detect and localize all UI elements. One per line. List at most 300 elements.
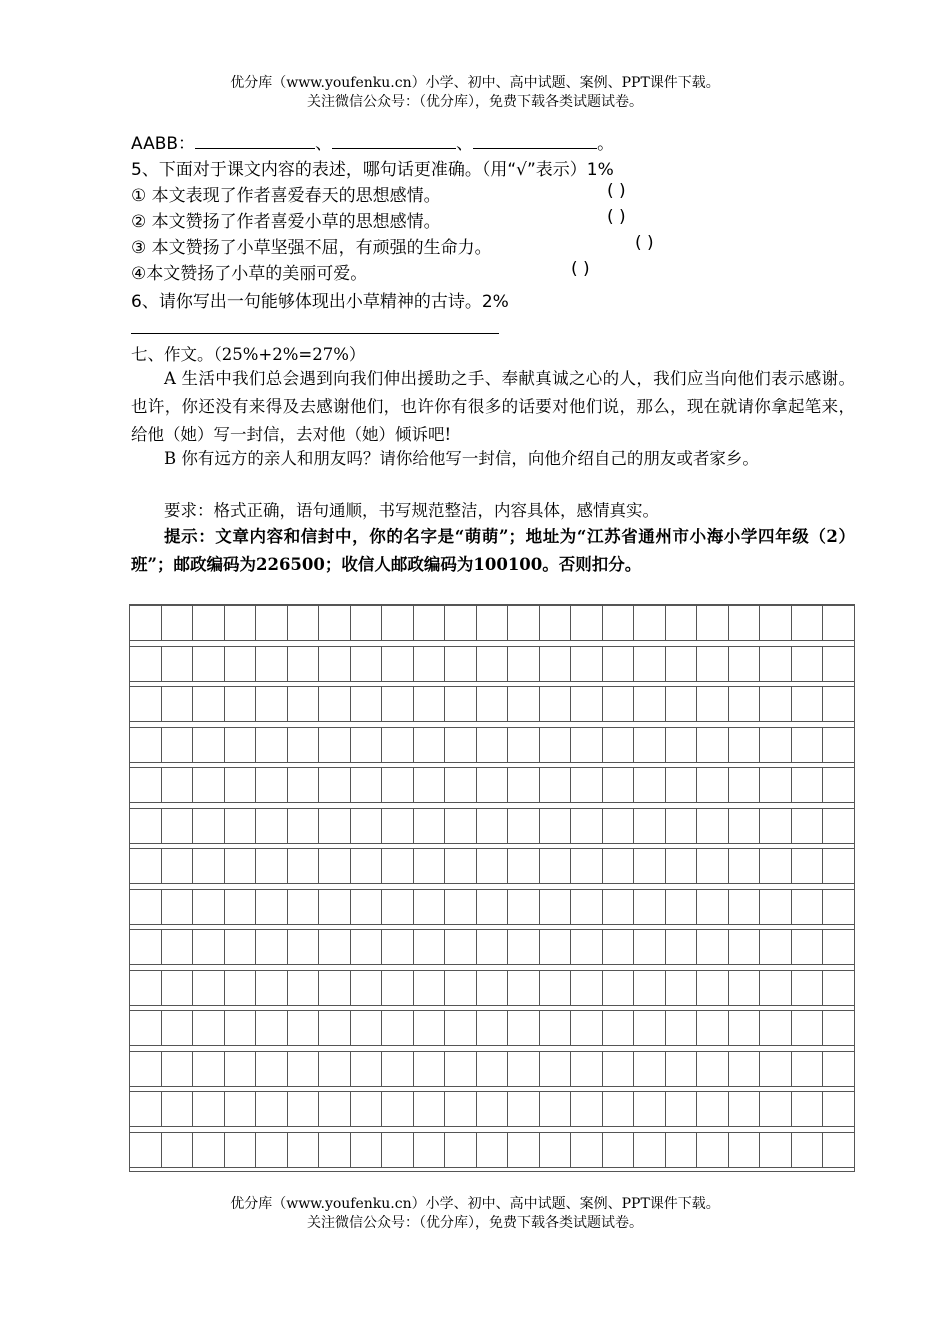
grid-cell[interactable]	[162, 848, 194, 884]
grid-cell[interactable]	[414, 1132, 446, 1168]
grid-cell[interactable]	[540, 1051, 572, 1087]
grid-cell[interactable]	[792, 808, 824, 844]
grid-cell[interactable]	[603, 970, 635, 1006]
grid-cell[interactable]	[477, 646, 509, 682]
grid-cell[interactable]	[288, 1132, 320, 1168]
grid-cell[interactable]	[760, 646, 792, 682]
grid-cell[interactable]	[351, 1010, 383, 1046]
grid-cell[interactable]	[414, 727, 446, 763]
grid-cell[interactable]	[603, 848, 635, 884]
grid-cell[interactable]	[225, 727, 257, 763]
grid-cell[interactable]	[697, 929, 729, 965]
grid-cell[interactable]	[319, 889, 351, 925]
grid-cell[interactable]	[414, 929, 446, 965]
grid-cell[interactable]	[823, 605, 854, 641]
grid-cell[interactable]	[256, 929, 288, 965]
q6-answer-line[interactable]	[131, 333, 499, 334]
grid-cell[interactable]	[508, 1010, 540, 1046]
grid-cell[interactable]	[603, 889, 635, 925]
grid-cell[interactable]	[603, 929, 635, 965]
grid-cell[interactable]	[729, 889, 761, 925]
grid-cell[interactable]	[603, 1010, 635, 1046]
grid-cell[interactable]	[603, 1051, 635, 1087]
grid-cell[interactable]	[319, 727, 351, 763]
grid-cell[interactable]	[571, 605, 603, 641]
grid-cell[interactable]	[225, 605, 257, 641]
grid-cell[interactable]	[760, 848, 792, 884]
grid-cell[interactable]	[193, 848, 225, 884]
grid-cell[interactable]	[130, 646, 162, 682]
grid-cell[interactable]	[697, 1132, 729, 1168]
grid-cell[interactable]	[697, 727, 729, 763]
grid-cell[interactable]	[697, 970, 729, 1006]
grid-cell[interactable]	[193, 767, 225, 803]
grid-cell[interactable]	[540, 727, 572, 763]
grid-cell[interactable]	[414, 808, 446, 844]
grid-cell[interactable]	[477, 1010, 509, 1046]
grid-cell[interactable]	[792, 605, 824, 641]
grid-cell[interactable]	[225, 1132, 257, 1168]
grid-cell[interactable]	[666, 767, 698, 803]
grid-cell[interactable]	[288, 686, 320, 722]
grid-cell[interactable]	[508, 686, 540, 722]
grid-cell[interactable]	[477, 727, 509, 763]
grid-cell[interactable]	[508, 646, 540, 682]
grid-cell[interactable]	[319, 929, 351, 965]
grid-cell[interactable]	[634, 848, 666, 884]
grid-cell[interactable]	[823, 767, 854, 803]
grid-cell[interactable]	[225, 1051, 257, 1087]
grid-cell[interactable]	[729, 727, 761, 763]
grid-cell[interactable]	[571, 1132, 603, 1168]
grid-cell[interactable]	[571, 767, 603, 803]
grid-cell[interactable]	[351, 889, 383, 925]
grid-cell[interactable]	[162, 808, 194, 844]
grid-cell[interactable]	[162, 970, 194, 1006]
grid-cell[interactable]	[666, 848, 698, 884]
grid-cell[interactable]	[162, 686, 194, 722]
grid-cell[interactable]	[351, 848, 383, 884]
grid-cell[interactable]	[729, 848, 761, 884]
grid-cell[interactable]	[634, 767, 666, 803]
grid-cell[interactable]	[256, 686, 288, 722]
grid-cell[interactable]	[760, 686, 792, 722]
grid-cell[interactable]	[193, 1010, 225, 1046]
grid-cell[interactable]	[508, 727, 540, 763]
grid-cell[interactable]	[823, 727, 854, 763]
grid-cell[interactable]	[823, 1051, 854, 1087]
grid-cell[interactable]	[414, 1051, 446, 1087]
grid-cell[interactable]	[634, 1010, 666, 1046]
grid-cell[interactable]	[603, 686, 635, 722]
grid-cell[interactable]	[571, 646, 603, 682]
grid-cell[interactable]	[351, 646, 383, 682]
grid-cell[interactable]	[193, 1091, 225, 1127]
grid-cell[interactable]	[256, 1091, 288, 1127]
grid-cell[interactable]	[351, 1132, 383, 1168]
grid-cell[interactable]	[225, 929, 257, 965]
grid-cell[interactable]	[414, 686, 446, 722]
grid-cell[interactable]	[382, 1051, 414, 1087]
q5-option-1-paren[interactable]: ( )	[607, 181, 626, 201]
grid-cell[interactable]	[382, 808, 414, 844]
grid-cell[interactable]	[697, 1091, 729, 1127]
grid-cell[interactable]	[697, 808, 729, 844]
grid-cell[interactable]	[666, 929, 698, 965]
grid-cell[interactable]	[130, 929, 162, 965]
grid-cell[interactable]	[256, 767, 288, 803]
grid-cell[interactable]	[288, 767, 320, 803]
grid-cell[interactable]	[382, 1010, 414, 1046]
q5-option-3-paren[interactable]: ( )	[635, 233, 654, 253]
grid-cell[interactable]	[288, 1010, 320, 1046]
grid-cell[interactable]	[319, 1091, 351, 1127]
grid-cell[interactable]	[634, 889, 666, 925]
grid-cell[interactable]	[666, 686, 698, 722]
grid-cell[interactable]	[256, 646, 288, 682]
grid-cell[interactable]	[162, 1051, 194, 1087]
grid-cell[interactable]	[792, 646, 824, 682]
grid-cell[interactable]	[288, 727, 320, 763]
grid-cell[interactable]	[445, 1091, 477, 1127]
grid-cell[interactable]	[288, 1091, 320, 1127]
grid-cell[interactable]	[540, 929, 572, 965]
grid-cell[interactable]	[792, 1091, 824, 1127]
grid-cell[interactable]	[130, 727, 162, 763]
grid-cell[interactable]	[445, 605, 477, 641]
grid-cell[interactable]	[445, 929, 477, 965]
grid-cell[interactable]	[477, 889, 509, 925]
grid-cell[interactable]	[162, 727, 194, 763]
grid-cell[interactable]	[729, 1051, 761, 1087]
grid-cell[interactable]	[319, 808, 351, 844]
grid-cell[interactable]	[414, 1091, 446, 1127]
grid-cell[interactable]	[540, 1132, 572, 1168]
grid-cell[interactable]	[130, 848, 162, 884]
grid-cell[interactable]	[130, 605, 162, 641]
grid-cell[interactable]	[792, 889, 824, 925]
grid-cell[interactable]	[571, 1051, 603, 1087]
grid-cell[interactable]	[540, 767, 572, 803]
grid-cell[interactable]	[225, 889, 257, 925]
grid-cell[interactable]	[414, 889, 446, 925]
grid-cell[interactable]	[193, 646, 225, 682]
grid-cell[interactable]	[225, 970, 257, 1006]
grid-cell[interactable]	[193, 970, 225, 1006]
grid-cell[interactable]	[256, 1010, 288, 1046]
grid-cell[interactable]	[351, 727, 383, 763]
grid-cell[interactable]	[319, 1051, 351, 1087]
grid-cell[interactable]	[351, 970, 383, 1006]
grid-cell[interactable]	[256, 1051, 288, 1087]
grid-cell[interactable]	[666, 1010, 698, 1046]
grid-cell[interactable]	[729, 929, 761, 965]
grid-cell[interactable]	[225, 646, 257, 682]
grid-cell[interactable]	[666, 646, 698, 682]
grid-cell[interactable]	[792, 970, 824, 1006]
grid-cell[interactable]	[162, 889, 194, 925]
grid-cell[interactable]	[382, 889, 414, 925]
grid-cell[interactable]	[130, 1010, 162, 1046]
grid-cell[interactable]	[666, 1091, 698, 1127]
grid-cell[interactable]	[414, 970, 446, 1006]
grid-cell[interactable]	[382, 848, 414, 884]
grid-cell[interactable]	[729, 1132, 761, 1168]
grid-cell[interactable]	[823, 808, 854, 844]
grid-cell[interactable]	[382, 929, 414, 965]
grid-cell[interactable]	[571, 889, 603, 925]
grid-cell[interactable]	[666, 727, 698, 763]
grid-cell[interactable]	[288, 848, 320, 884]
grid-cell[interactable]	[697, 767, 729, 803]
grid-cell[interactable]	[792, 1051, 824, 1087]
grid-cell[interactable]	[414, 1010, 446, 1046]
grid-cell[interactable]	[477, 686, 509, 722]
grid-cell[interactable]	[225, 1010, 257, 1046]
grid-cell[interactable]	[792, 686, 824, 722]
grid-cell[interactable]	[445, 848, 477, 884]
grid-cell[interactable]	[382, 727, 414, 763]
grid-cell[interactable]	[193, 605, 225, 641]
grid-cell[interactable]	[666, 1132, 698, 1168]
grid-cell[interactable]	[508, 808, 540, 844]
grid-cell[interactable]	[351, 605, 383, 641]
grid-cell[interactable]	[792, 767, 824, 803]
grid-cell[interactable]	[729, 686, 761, 722]
aabb-blank-1[interactable]	[195, 134, 315, 149]
grid-cell[interactable]	[634, 808, 666, 844]
grid-cell[interactable]	[477, 970, 509, 1006]
grid-cell[interactable]	[760, 1132, 792, 1168]
grid-cell[interactable]	[603, 727, 635, 763]
grid-cell[interactable]	[288, 970, 320, 1006]
grid-cell[interactable]	[414, 605, 446, 641]
grid-cell[interactable]	[351, 686, 383, 722]
grid-cell[interactable]	[760, 889, 792, 925]
grid-cell[interactable]	[571, 1010, 603, 1046]
aabb-blank-2[interactable]	[332, 134, 456, 149]
grid-cell[interactable]	[445, 767, 477, 803]
grid-cell[interactable]	[288, 646, 320, 682]
grid-cell[interactable]	[729, 970, 761, 1006]
grid-cell[interactable]	[477, 808, 509, 844]
grid-cell[interactable]	[256, 605, 288, 641]
grid-cell[interactable]	[319, 767, 351, 803]
grid-cell[interactable]	[603, 605, 635, 641]
grid-cell[interactable]	[792, 848, 824, 884]
grid-cell[interactable]	[256, 848, 288, 884]
grid-cell[interactable]	[603, 1132, 635, 1168]
grid-cell[interactable]	[508, 1051, 540, 1087]
grid-cell[interactable]	[540, 646, 572, 682]
grid-cell[interactable]	[445, 970, 477, 1006]
grid-cell[interactable]	[540, 808, 572, 844]
grid-cell[interactable]	[319, 646, 351, 682]
grid-cell[interactable]	[288, 605, 320, 641]
grid-cell[interactable]	[130, 1091, 162, 1127]
grid-cell[interactable]	[823, 1091, 854, 1127]
grid-cell[interactable]	[477, 848, 509, 884]
grid-cell[interactable]	[666, 808, 698, 844]
grid-cell[interactable]	[162, 929, 194, 965]
grid-cell[interactable]	[256, 889, 288, 925]
grid-cell[interactable]	[130, 686, 162, 722]
grid-cell[interactable]	[697, 889, 729, 925]
grid-cell[interactable]	[319, 1132, 351, 1168]
grid-cell[interactable]	[130, 808, 162, 844]
grid-cell[interactable]	[445, 646, 477, 682]
grid-cell[interactable]	[760, 970, 792, 1006]
grid-cell[interactable]	[193, 1132, 225, 1168]
grid-cell[interactable]	[382, 1132, 414, 1168]
grid-cell[interactable]	[445, 1010, 477, 1046]
grid-cell[interactable]	[477, 1051, 509, 1087]
grid-cell[interactable]	[225, 686, 257, 722]
grid-cell[interactable]	[571, 848, 603, 884]
grid-cell[interactable]	[697, 1010, 729, 1046]
grid-cell[interactable]	[193, 929, 225, 965]
grid-cell[interactable]	[540, 889, 572, 925]
grid-cell[interactable]	[634, 686, 666, 722]
grid-cell[interactable]	[666, 970, 698, 1006]
grid-cell[interactable]	[729, 1010, 761, 1046]
grid-cell[interactable]	[666, 889, 698, 925]
grid-cell[interactable]	[823, 970, 854, 1006]
grid-cell[interactable]	[256, 1132, 288, 1168]
grid-cell[interactable]	[256, 970, 288, 1006]
grid-cell[interactable]	[634, 727, 666, 763]
grid-cell[interactable]	[162, 1091, 194, 1127]
grid-cell[interactable]	[445, 686, 477, 722]
grid-cell[interactable]	[571, 808, 603, 844]
grid-cell[interactable]	[823, 929, 854, 965]
grid-cell[interactable]	[477, 605, 509, 641]
grid-cell[interactable]	[256, 808, 288, 844]
grid-cell[interactable]	[445, 727, 477, 763]
grid-cell[interactable]	[792, 1010, 824, 1046]
grid-cell[interactable]	[162, 1132, 194, 1168]
grid-cell[interactable]	[792, 1132, 824, 1168]
grid-cell[interactable]	[823, 848, 854, 884]
grid-cell[interactable]	[634, 1051, 666, 1087]
grid-cell[interactable]	[823, 1010, 854, 1046]
grid-cell[interactable]	[760, 929, 792, 965]
grid-cell[interactable]	[351, 1091, 383, 1127]
grid-cell[interactable]	[351, 767, 383, 803]
grid-cell[interactable]	[729, 1091, 761, 1127]
grid-cell[interactable]	[760, 727, 792, 763]
grid-cell[interactable]	[382, 970, 414, 1006]
grid-cell[interactable]	[666, 1051, 698, 1087]
grid-cell[interactable]	[193, 808, 225, 844]
grid-cell[interactable]	[603, 767, 635, 803]
grid-cell[interactable]	[603, 646, 635, 682]
grid-cell[interactable]	[130, 970, 162, 1006]
grid-cell[interactable]	[477, 929, 509, 965]
grid-cell[interactable]	[414, 848, 446, 884]
grid-cell[interactable]	[634, 646, 666, 682]
grid-cell[interactable]	[508, 848, 540, 884]
grid-cell[interactable]	[288, 929, 320, 965]
grid-cell[interactable]	[571, 686, 603, 722]
grid-cell[interactable]	[823, 686, 854, 722]
grid-cell[interactable]	[193, 889, 225, 925]
grid-cell[interactable]	[540, 970, 572, 1006]
grid-cell[interactable]	[729, 605, 761, 641]
grid-cell[interactable]	[162, 605, 194, 641]
grid-cell[interactable]	[729, 767, 761, 803]
grid-cell[interactable]	[193, 727, 225, 763]
grid-cell[interactable]	[634, 1091, 666, 1127]
grid-cell[interactable]	[225, 848, 257, 884]
grid-cell[interactable]	[823, 646, 854, 682]
writing-grid[interactable]	[129, 604, 855, 1172]
grid-cell[interactable]	[508, 1132, 540, 1168]
grid-cell[interactable]	[508, 605, 540, 641]
grid-cell[interactable]	[382, 646, 414, 682]
grid-cell[interactable]	[729, 808, 761, 844]
aabb-blank-3[interactable]	[473, 134, 597, 149]
grid-cell[interactable]	[319, 848, 351, 884]
grid-cell[interactable]	[162, 646, 194, 682]
grid-cell[interactable]	[823, 1132, 854, 1168]
grid-cell[interactable]	[634, 929, 666, 965]
grid-cell[interactable]	[729, 646, 761, 682]
grid-cell[interactable]	[477, 767, 509, 803]
grid-cell[interactable]	[319, 970, 351, 1006]
grid-cell[interactable]	[792, 929, 824, 965]
grid-cell[interactable]	[508, 1091, 540, 1127]
grid-cell[interactable]	[193, 1051, 225, 1087]
grid-cell[interactable]	[540, 1091, 572, 1127]
grid-cell[interactable]	[760, 1051, 792, 1087]
q5-option-4-paren[interactable]: ( )	[571, 259, 590, 279]
grid-cell[interactable]	[445, 1051, 477, 1087]
grid-cell[interactable]	[130, 889, 162, 925]
q5-option-2-paren[interactable]: ( )	[607, 207, 626, 227]
grid-cell[interactable]	[477, 1091, 509, 1127]
grid-cell[interactable]	[288, 1051, 320, 1087]
grid-cell[interactable]	[351, 1051, 383, 1087]
grid-cell[interactable]	[351, 929, 383, 965]
grid-cell[interactable]	[697, 848, 729, 884]
grid-cell[interactable]	[540, 686, 572, 722]
grid-cell[interactable]	[288, 808, 320, 844]
grid-cell[interactable]	[697, 646, 729, 682]
grid-cell[interactable]	[508, 889, 540, 925]
grid-cell[interactable]	[760, 808, 792, 844]
grid-cell[interactable]	[319, 1010, 351, 1046]
grid-cell[interactable]	[477, 1132, 509, 1168]
grid-cell[interactable]	[445, 889, 477, 925]
grid-cell[interactable]	[603, 1091, 635, 1127]
grid-cell[interactable]	[130, 767, 162, 803]
grid-cell[interactable]	[445, 1132, 477, 1168]
grid-cell[interactable]	[603, 808, 635, 844]
grid-cell[interactable]	[823, 889, 854, 925]
grid-cell[interactable]	[571, 727, 603, 763]
grid-cell[interactable]	[162, 1010, 194, 1046]
grid-cell[interactable]	[319, 686, 351, 722]
grid-cell[interactable]	[760, 767, 792, 803]
grid-cell[interactable]	[445, 808, 477, 844]
grid-cell[interactable]	[319, 605, 351, 641]
grid-cell[interactable]	[540, 605, 572, 641]
grid-cell[interactable]	[540, 1010, 572, 1046]
grid-cell[interactable]	[130, 1132, 162, 1168]
grid-cell[interactable]	[634, 1132, 666, 1168]
grid-cell[interactable]	[414, 767, 446, 803]
